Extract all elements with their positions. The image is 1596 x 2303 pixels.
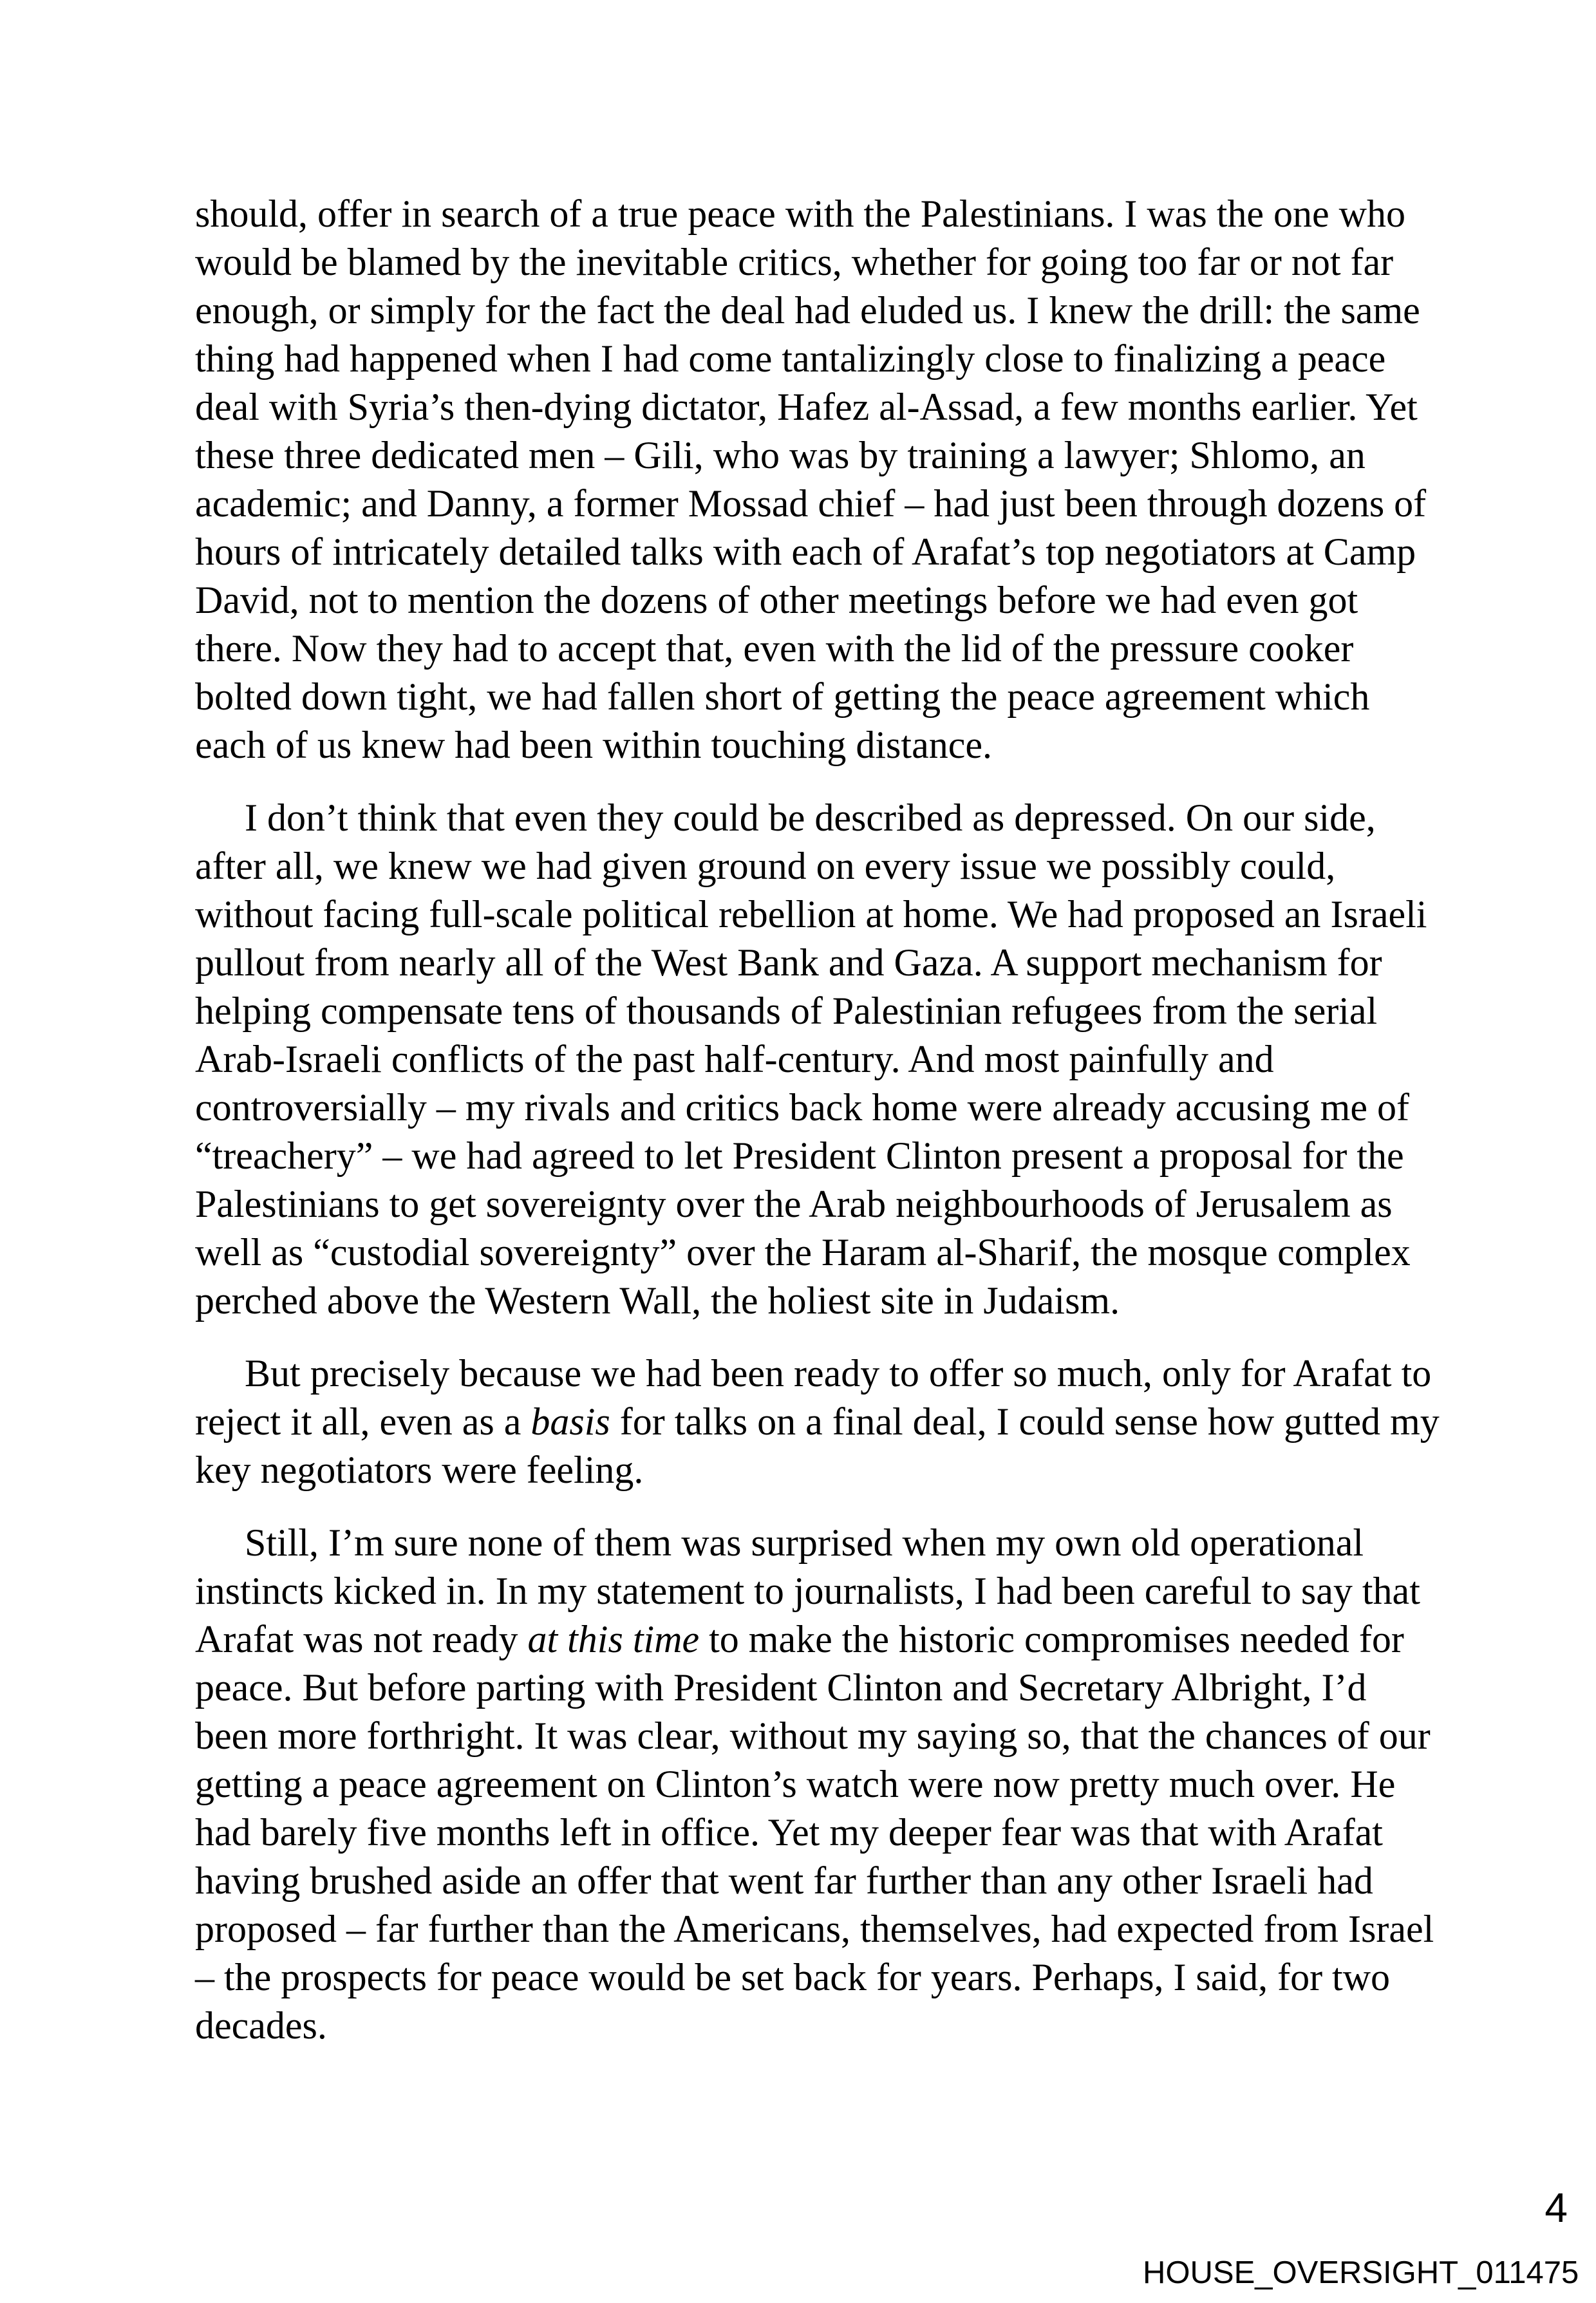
text-line: each of us knew had been within touching distance. xyxy=(195,724,992,766)
text-line: after all, we knew we had given ground on every issue we possibly could, xyxy=(195,845,1336,887)
text-line: would be blamed by the inevitable critics, whether for going too far or not far xyxy=(195,241,1394,283)
text-line: reject it all, even as a basis for talks on a final deal, I could sense how gutted my xyxy=(195,1400,1440,1443)
text-line: bolted down tight, we had fallen short of getting the peace agreement which xyxy=(195,675,1370,718)
text-line: David, not to mention the dozens of other meetings before we had even got xyxy=(195,579,1358,621)
page-text xyxy=(195,190,1444,2074)
text-line: been more forthright. It was clear, without my saying so, that the chances of our xyxy=(195,1715,1431,1757)
text-line: perched above the Western Wall, the holiest site in Judaism. xyxy=(195,1279,1120,1322)
text-line: controversially – my rivals and critics back home were already accusing me of xyxy=(195,1086,1409,1129)
text-line: I don’t think that even they could be described as depressed. On our side, xyxy=(245,796,1376,839)
page-number: 4 xyxy=(1544,2185,1568,2231)
italic-text: at this time xyxy=(527,1618,700,1660)
text-line: Arab-Israeli conflicts of the past half-century. And most painfully and xyxy=(195,1038,1274,1080)
text-line: helping compensate tens of thousands of Palestinian refugees from the serial xyxy=(195,990,1378,1032)
text-line: without facing full-scale political rebellion at home. We had proposed an Israeli xyxy=(195,893,1427,935)
text-line: academic; and Danny, a former Mossad chief – had just been through dozens of xyxy=(195,482,1427,525)
text-line: pullout from nearly all of the West Bank and Gaza. A support mechanism for xyxy=(195,941,1382,984)
paragraph xyxy=(195,1349,1444,1494)
text-line: enough, or simply for the fact the deal had eluded us. I knew the drill: the same xyxy=(195,289,1420,332)
text-line: decades. xyxy=(195,2004,327,2047)
text-line: thing had happened when I had come tantalizingly close to finalizing a peace xyxy=(195,337,1386,380)
text-line: deal with Syria’s then-dying dictator, Hafez al-Assad, a few months earlier. Yet xyxy=(195,386,1418,428)
text-line: Arafat was not ready at this time to make the historic compromises needed for xyxy=(195,1618,1404,1660)
text-line: should, offer in search of a true peace with the Palestinians. I was the one who xyxy=(195,193,1405,235)
text-line: proposed – far further than the Americans, themselves, had expected from Israel xyxy=(195,1908,1434,1950)
text-line: these three dedicated men – Gili, who was by training a lawyer; Shlomo, an xyxy=(195,434,1366,476)
italic-text: basis xyxy=(530,1400,610,1443)
text-line: peace. But before parting with President Clinton and Secretary Albright, I’d xyxy=(195,1666,1367,1709)
text-line: Still, I’m sure none of them was surprised when my own old operational xyxy=(245,1521,1364,1564)
text-line: having brushed aside an offer that went far further than any other Israeli had xyxy=(195,1859,1373,1902)
text-line: well as “custodial sovereignty” over the Haram al-Sharif, the mosque complex xyxy=(195,1231,1411,1274)
text-line: key negotiators were feeling. xyxy=(195,1449,644,1491)
text-line: getting a peace agreement on Clinton’s watch were now pretty much over. He xyxy=(195,1763,1396,1805)
paragraph xyxy=(195,1519,1444,2050)
text-line: – the prospects for peace would be set back for years. Perhaps, I said, for two xyxy=(195,1956,1391,1998)
text-line: Palestinians to get sovereignty over the Arab neighbourhoods of Jerusalem as xyxy=(195,1183,1393,1225)
text-line: But precisely because we had been ready to offer so much, only for Arafat to xyxy=(245,1352,1432,1395)
bates-stamp: HOUSE_OVERSIGHT_011475 xyxy=(1143,2255,1579,2290)
text-line: had barely five months left in office. Yet my deeper fear was that with Arafat xyxy=(195,1811,1383,1854)
paragraph xyxy=(195,794,1444,1325)
text-line: there. Now they had to accept that, even with the lid of the pressure cooker xyxy=(195,627,1354,670)
text-line: “treachery” – we had agreed to let President Clinton present a proposal for the xyxy=(195,1134,1404,1177)
paragraph xyxy=(195,190,1444,769)
text-line: instincts kicked in. In my statement to journalists, I had been careful to say that xyxy=(195,1570,1420,1612)
text-line: hours of intricately detailed talks with each of Arafat’s top negotiators at Camp xyxy=(195,531,1416,573)
